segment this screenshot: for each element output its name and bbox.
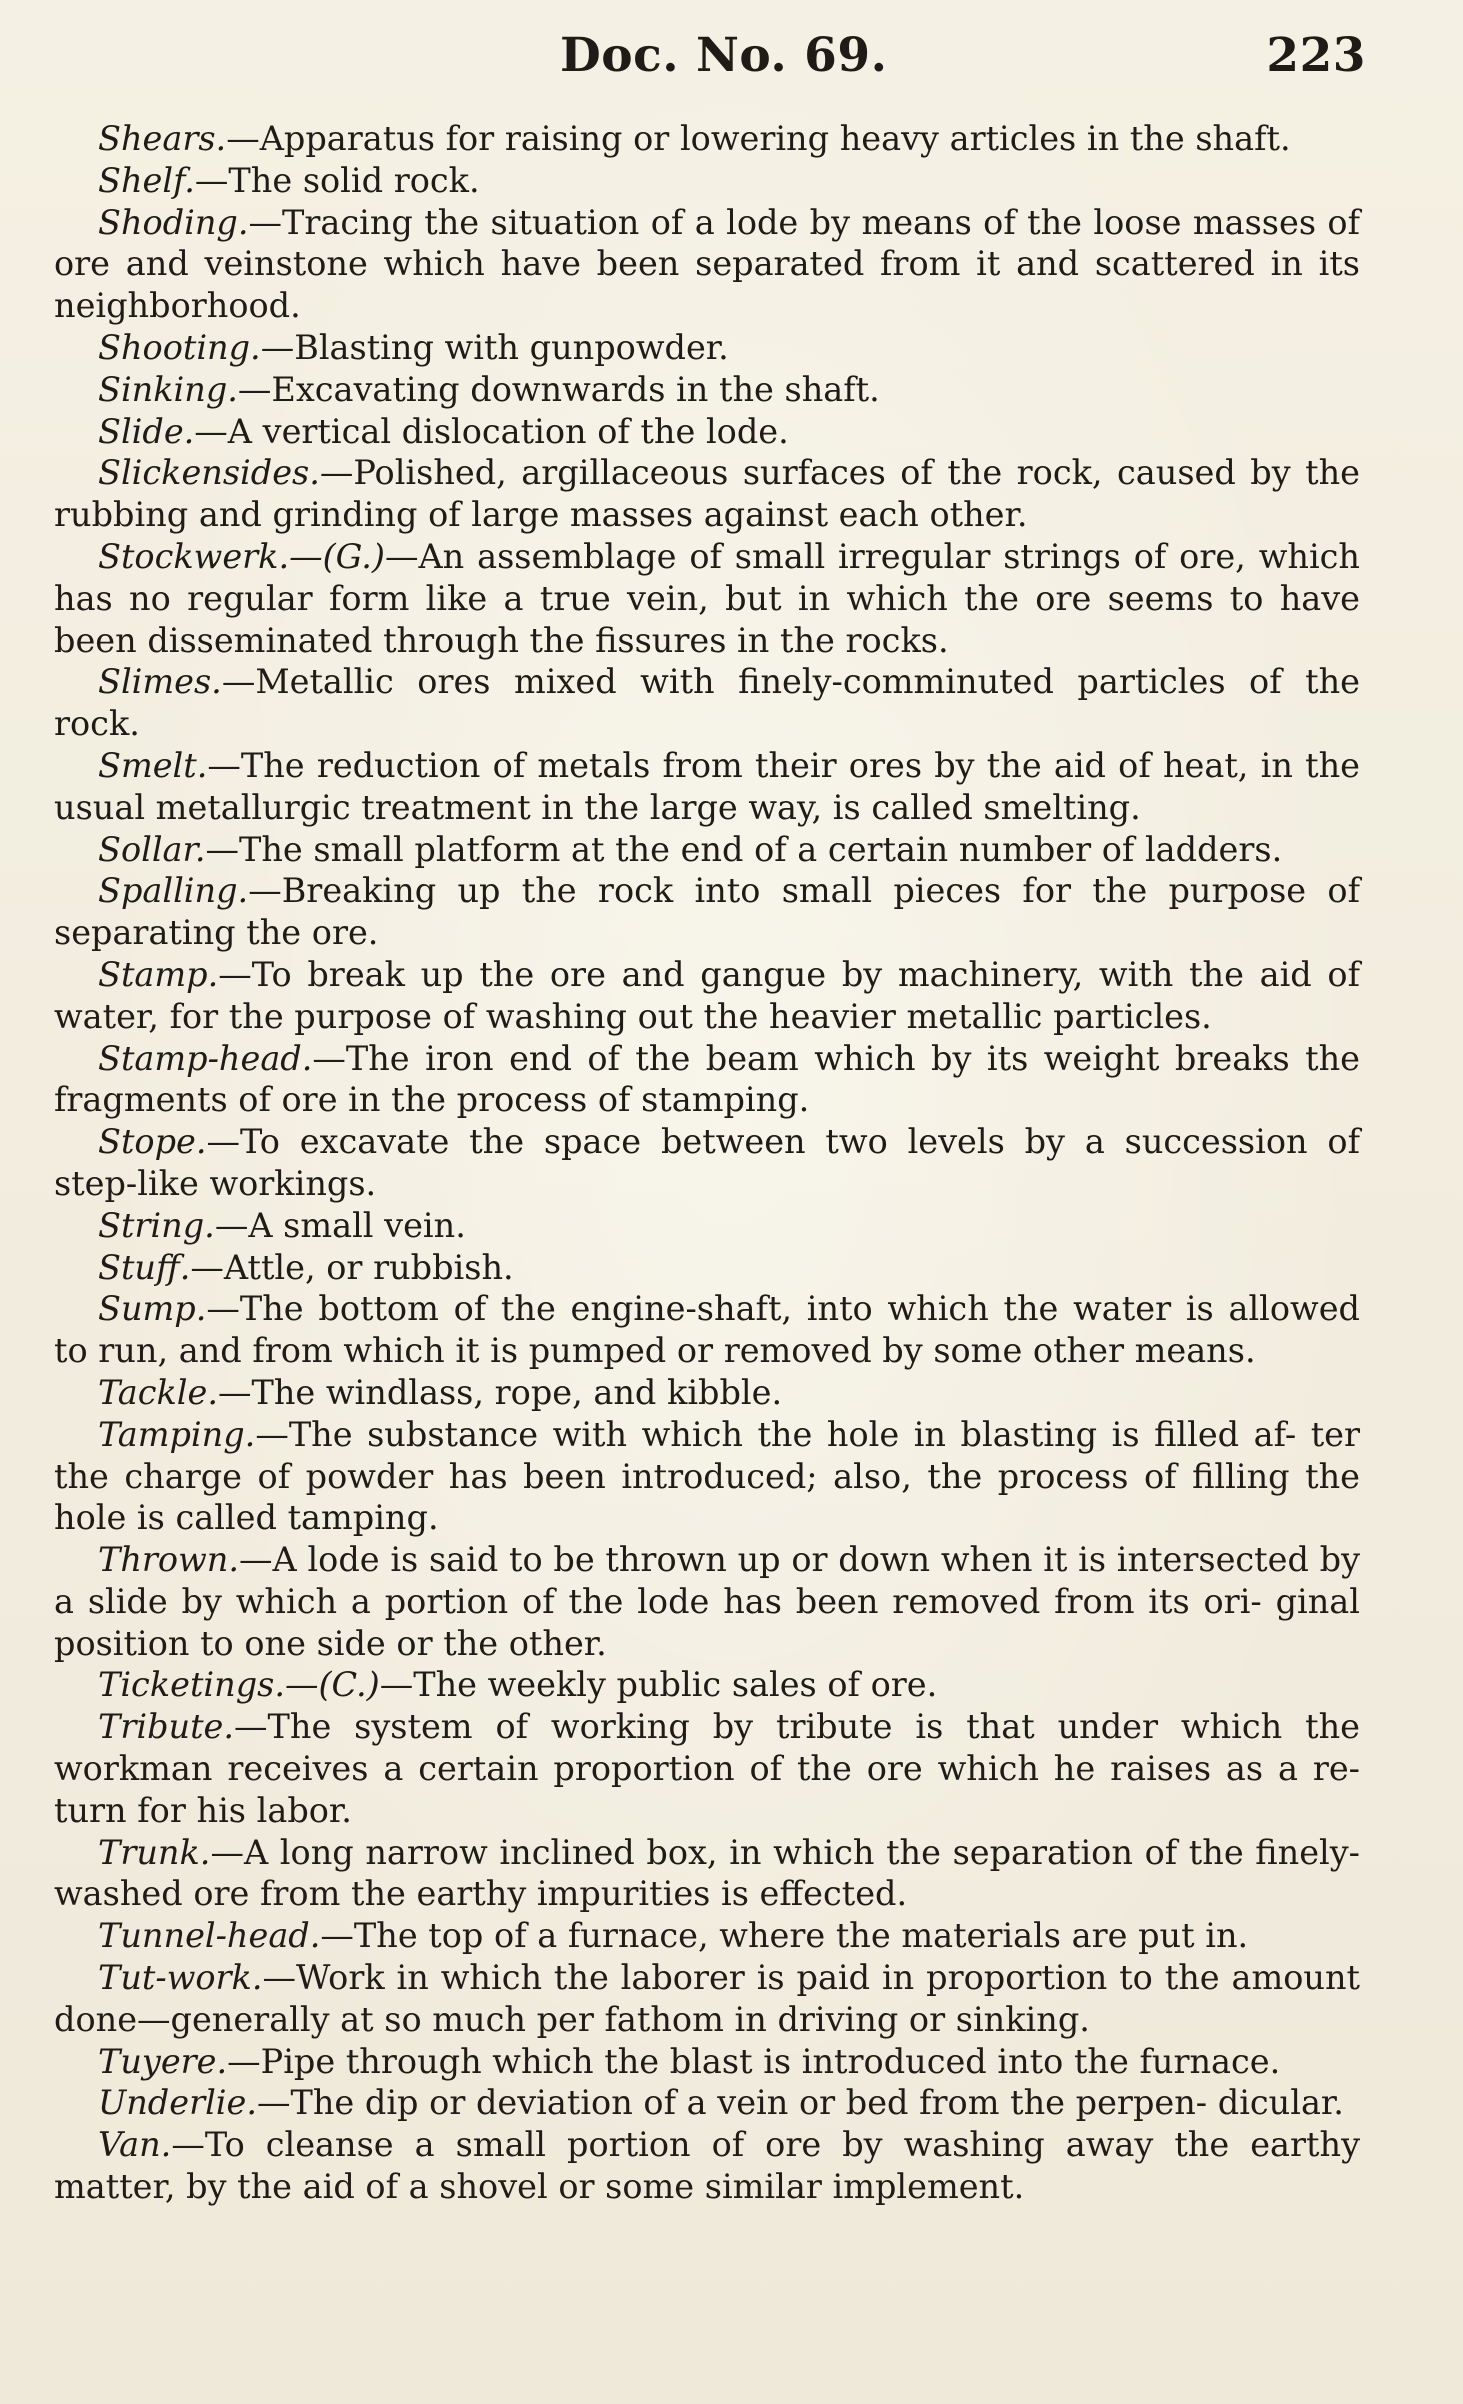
glossary-term: Stockwerk.—(G.)	[98, 536, 385, 576]
glossary-entry-sinking	[54, 369, 1360, 411]
glossary-definition: —To break up the ore and gangue by machinery, with the aid of water, for the purpose of washing out the heavier metallic particles.	[54, 954, 1360, 1036]
glossary-entry-shooting	[54, 327, 1360, 369]
glossary-definition: —The top of a furnace, where the materials are put in.	[320, 1916, 1249, 1956]
glossary-definition: —Breaking up the rock into small pieces for the purpose of separating the ore.	[54, 871, 1360, 953]
glossary-definition: —The bottom of the engine-shaft, into which the water is allowed to run, and from which it is pumped or removed by some other means.	[54, 1289, 1360, 1371]
document-number: Doc. No. 69.	[560, 28, 888, 83]
glossary-term: Tackle.	[98, 1372, 218, 1412]
glossary-entry-stamp-head	[54, 1038, 1360, 1122]
page-number: 223	[1266, 28, 1366, 83]
glossary-term: Stuff.	[98, 1247, 191, 1287]
glossary-term: Sinking.	[98, 369, 238, 409]
glossary-term: Slickensides.	[98, 453, 320, 493]
glossary-term: Shears.	[98, 119, 227, 158]
glossary-entry-underlie	[54, 2082, 1360, 2124]
glossary-definition: —Metallic ores mixed with finely-comminuted particles of the rock.	[54, 662, 1360, 744]
glossary-entry-shoding	[54, 202, 1360, 327]
glossary-entry-sollar	[54, 829, 1360, 871]
glossary-term: Underlie.	[98, 2083, 257, 2123]
glossary-definition: —Apparatus for raising or lowering heavy articles in the shaft.	[226, 119, 1291, 158]
glossary-term: Stamp-head.	[98, 1038, 313, 1078]
glossary-entry-spalling	[54, 870, 1360, 954]
glossary-term: Slide.	[98, 411, 195, 451]
glossary-definition: —Polished, argillaceous surfaces of the rock, caused by the rubbing and grinding of large masses against each other.	[54, 453, 1360, 535]
glossary-entry-tunnel-head	[54, 1915, 1360, 1957]
glossary-definition: —Work in which the laborer is paid in proportion to the amount done—generally at so much per fathom in driving or sinking.	[54, 1958, 1360, 2039]
glossary-term: Sollar.	[98, 829, 206, 869]
glossary-entry-slide	[54, 411, 1360, 453]
glossary-entries	[54, 118, 1360, 2208]
glossary-entry-sump	[54, 1288, 1360, 1372]
glossary-definition: —The system of working by tribute is that under which the workman receives a certain proportion of the ore which he raises as a re- turn for his labor.	[54, 1707, 1360, 1830]
glossary-definition: —Attle, or rubbish.	[190, 1247, 514, 1287]
glossary-entry-stuff	[54, 1247, 1360, 1289]
glossary-term: Ticketings.—(C.)	[98, 1665, 380, 1705]
glossary-entry-thrown	[54, 1539, 1360, 1664]
glossary-entry-shelf	[54, 160, 1360, 202]
glossary-definition: —To cleanse a small portion of ore by washing away the earthy matter, by the aid of a shovel or some similar implement.	[54, 2125, 1360, 2207]
glossary-entry-stamp	[54, 954, 1360, 1038]
glossary-definition: —Blasting with gunpowder.	[260, 327, 729, 367]
glossary-term: Shelf.	[98, 160, 195, 200]
glossary-entry-slimes	[54, 661, 1360, 745]
glossary-definition: —The substance with which the hole in blasting is filled af- ter the charge of powder has been introduced; also, the process of filling the hole is called tamping.	[54, 1414, 1360, 1538]
glossary-term: Tuyere.	[98, 2041, 228, 2081]
glossary-entry-shears	[54, 118, 1360, 160]
glossary-definition: —The iron end of the beam which by its weight breaks the fragments of ore in the process of stamping.	[54, 1038, 1360, 1120]
glossary-entry-stope	[54, 1121, 1360, 1205]
glossary-term: Smelt.	[98, 745, 208, 785]
glossary-entry-stockwerk	[54, 536, 1360, 661]
glossary-definition: —The windlass, rope, and kibble.	[217, 1372, 783, 1412]
glossary-definition: —A long narrow inclined box, in which the separation of the finely-washed ore from the earthy impurities is effected.	[54, 1832, 1360, 1914]
glossary-term: Trunk.	[98, 1832, 211, 1872]
glossary-definition: —The dip or deviation of a vein or bed from the perpen- dicular.	[257, 2083, 1344, 2123]
glossary-term: Stamp.	[98, 954, 219, 994]
glossary-definition: —Pipe through which the blast is introduced into the furnace.	[227, 2041, 1281, 2081]
glossary-term: Stope.	[98, 1122, 207, 1162]
glossary-definition: —A lode is said to be thrown up or down when it is intersected by a slide by which a portion of the lode has been removed from its ori- ginal position to one side or the other.	[54, 1540, 1360, 1663]
glossary-definition: —The solid rock.	[194, 160, 480, 200]
glossary-definition: —The small platform at the end of a certain number of ladders.	[205, 829, 1283, 869]
page-header	[560, 26, 1366, 86]
glossary-entry-slickensides	[54, 452, 1360, 536]
glossary-definition: —The reduction of metals from their ores by the aid of heat, in the usual metallurgic treatment in the large way, is called smelting.	[54, 745, 1360, 827]
glossary-term: Shooting.	[98, 327, 261, 367]
glossary-term: Spalling.	[98, 871, 249, 911]
glossary-term: Sump.	[98, 1289, 207, 1329]
glossary-entry-tamping	[54, 1414, 1360, 1539]
glossary-definition: —A vertical dislocation of the lode.	[194, 411, 789, 451]
glossary-definition: —Excavating downwards in the shaft.	[237, 369, 880, 409]
glossary-term: Tut-work.	[98, 1958, 263, 1998]
glossary-term: Shoding.	[98, 202, 249, 242]
glossary-definition: —A small vein.	[214, 1205, 466, 1245]
glossary-term: Van.	[98, 2125, 172, 2165]
glossary-definition: —To excavate the space between two levels by a succession of step-like workings.	[54, 1122, 1360, 1203]
glossary-term: String.	[98, 1205, 215, 1245]
glossary-entry-trunk	[54, 1832, 1360, 1916]
glossary-definition: —The weekly public sales of ore.	[379, 1665, 938, 1705]
glossary-entry-tribute	[54, 1706, 1360, 1831]
glossary-entry-tackle	[54, 1372, 1360, 1414]
glossary-entry-smelt	[54, 745, 1360, 829]
glossary-entry-van	[54, 2124, 1360, 2208]
glossary-entry-tut-work	[54, 1957, 1360, 2041]
glossary-entry-ticketings	[54, 1664, 1360, 1706]
glossary-term: Tunnel-head.	[98, 1916, 321, 1956]
glossary-definition: —Tracing the situation of a lode by means of the loose masses of ore and veinstone which have been separated from it and scattered in its neighborhood.	[54, 202, 1360, 326]
glossary-definition: —An assemblage of small irregular strings of ore, which has no regular form like a true vein, but in which the ore seems to have been disseminated through the fissures in the rocks.	[54, 536, 1360, 660]
glossary-term: Thrown.	[98, 1540, 240, 1580]
glossary-term: Slimes.	[98, 662, 222, 702]
glossary-term: Tribute.	[98, 1707, 235, 1747]
glossary-term: Tamping.	[98, 1414, 256, 1454]
glossary-entry-string	[54, 1205, 1360, 1247]
glossary-entry-tuyere	[54, 2041, 1360, 2083]
